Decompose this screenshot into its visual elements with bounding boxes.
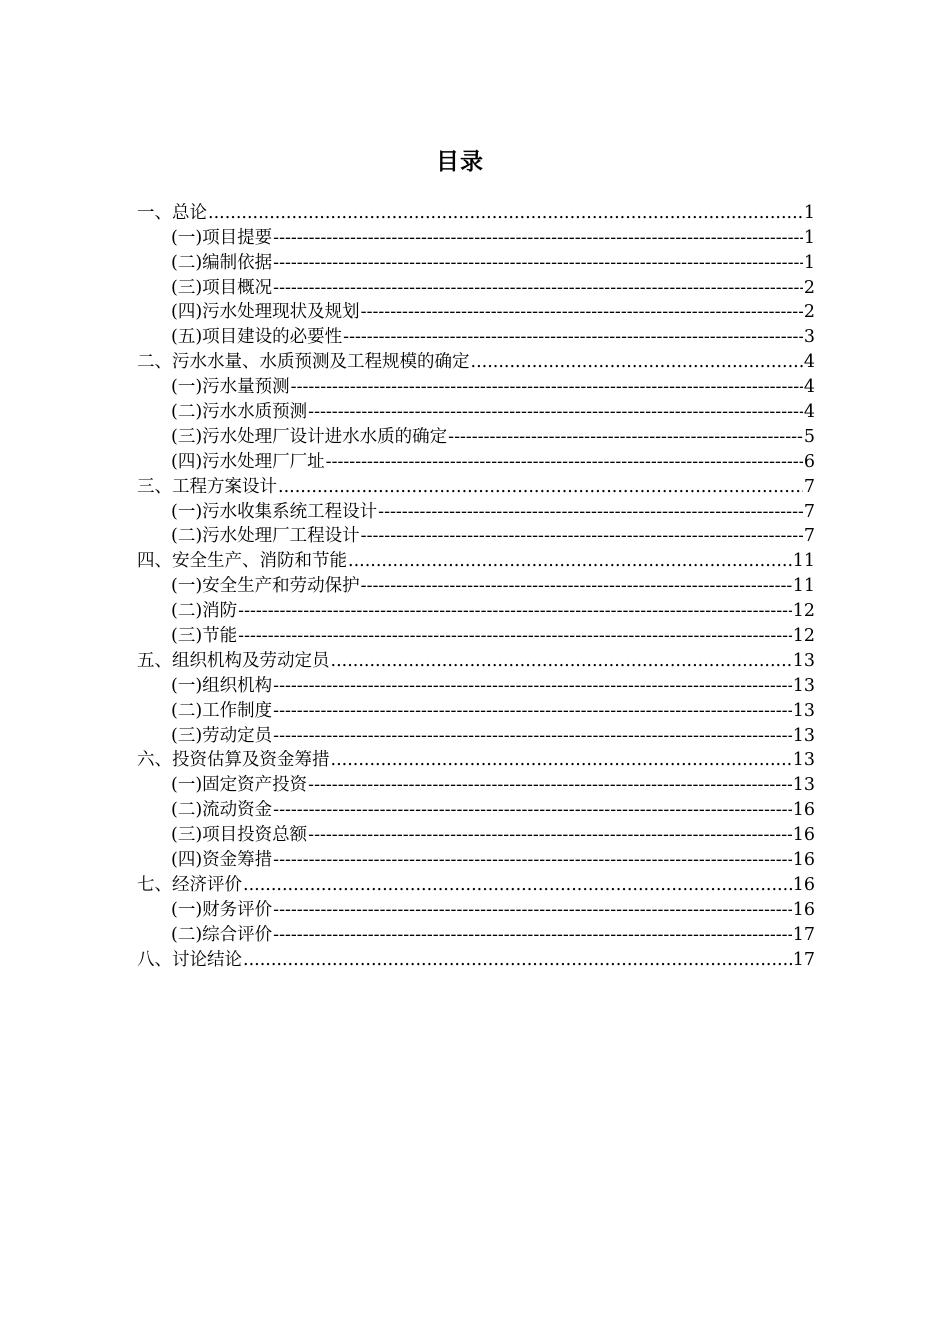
- toc-subsection-entry[interactable]: [137, 796, 815, 821]
- toc-section-entry[interactable]: [137, 871, 815, 896]
- toc-entry-title: 四、安全生产、消防和节能: [137, 551, 347, 572]
- toc-list: [137, 199, 815, 971]
- toc-section-entry[interactable]: [137, 647, 815, 672]
- toc-section-entry[interactable]: [137, 199, 815, 224]
- toc-entry-title: (二)流动资金: [171, 800, 273, 821]
- toc-page-number: 13: [792, 750, 815, 771]
- toc-entry-title: (三)项目投资总额: [171, 825, 308, 846]
- toc-page-number: 13: [792, 650, 815, 671]
- toc-leader: [273, 849, 792, 871]
- toc-entry-title: (二)污水水质预测: [171, 402, 308, 423]
- toc-page-number: 16: [792, 874, 815, 895]
- toc-page-number: 2: [803, 302, 815, 323]
- toc-entry-title: (三)项目概况: [171, 277, 273, 298]
- toc-section-entry[interactable]: [137, 946, 815, 971]
- toc-leader: [273, 899, 792, 921]
- toc-leader: [308, 824, 792, 846]
- toc-leader: [243, 874, 792, 896]
- toc-page-number: 11: [792, 576, 815, 597]
- toc-entry-title: 二、污水水量、水质预测及工程规模的确定: [137, 352, 470, 373]
- toc-subsection-entry[interactable]: [137, 896, 815, 921]
- toc-entry-title: 三、工程方案设计: [137, 476, 277, 497]
- toc-entry-title: (一)污水收集系统工程设计: [171, 501, 378, 522]
- toc-leader: [361, 301, 803, 323]
- toc-page-number: 7: [803, 476, 815, 497]
- toc-leader: [291, 376, 803, 398]
- toc-leader: [243, 949, 792, 971]
- toc-entry-title: (一)污水量预测: [171, 377, 290, 398]
- toc-entry-title: 五、组织机构及劳动定员: [137, 650, 330, 671]
- toc-subsection-entry[interactable]: [137, 597, 815, 622]
- toc-page-number: 13: [792, 700, 815, 721]
- toc-page-number: 12: [792, 626, 815, 647]
- toc-entry-title: (四)污水处理现状及规划: [171, 302, 360, 323]
- toc-entry-title: (二)综合评价: [171, 924, 273, 945]
- toc-entry-title: (二)污水处理厂工程设计: [171, 526, 360, 547]
- toc-leader: [238, 625, 792, 647]
- toc-subsection-entry[interactable]: [137, 423, 815, 448]
- toc-subsection-entry[interactable]: [137, 572, 815, 597]
- toc-entry-title: (四)资金筹措: [171, 850, 273, 871]
- toc-section-entry[interactable]: [137, 348, 815, 373]
- toc-leader: [278, 476, 803, 498]
- toc-entry-title: (二)消防: [171, 601, 238, 622]
- toc-entry-title: 一、总论: [137, 202, 207, 223]
- toc-page-number: 13: [792, 775, 815, 796]
- toc-subsection-entry[interactable]: [137, 323, 815, 348]
- toc-leader: [448, 426, 803, 448]
- toc-leader: [273, 227, 803, 249]
- toc-leader: [273, 700, 792, 722]
- toc-page-number: 16: [792, 800, 815, 821]
- toc-subsection-entry[interactable]: [137, 846, 815, 871]
- toc-subsection-entry[interactable]: [137, 622, 815, 647]
- toc-entry-title: (二)工作制度: [171, 700, 273, 721]
- toc-subsection-entry[interactable]: [137, 498, 815, 523]
- toc-page-number: 17: [792, 924, 815, 945]
- toc-subsection-entry[interactable]: [137, 771, 815, 796]
- toc-page-number: 4: [803, 402, 815, 423]
- toc-entry-title: 七、经济评价: [137, 874, 242, 895]
- toc-leader: [308, 774, 792, 796]
- toc-entry-title: 六、投资估算及资金筹措: [137, 750, 330, 771]
- toc-page-number: 12: [792, 601, 815, 622]
- toc-subsection-entry[interactable]: [137, 398, 815, 423]
- toc-leader: [343, 326, 803, 348]
- toc-entry-title: (三)污水处理厂设计进水水质的确定: [171, 426, 448, 447]
- toc-subsection-entry[interactable]: [137, 373, 815, 398]
- toc-page-number: 13: [792, 725, 815, 746]
- toc-section-entry[interactable]: [137, 547, 815, 572]
- toc-entry-title: (三)节能: [171, 626, 238, 647]
- toc-page-number: 16: [792, 825, 815, 846]
- toc-page-number: 3: [803, 327, 815, 348]
- toc-leader: [273, 675, 792, 697]
- toc-page-number: 17: [792, 949, 815, 970]
- toc-page-number: 1: [803, 252, 815, 273]
- toc-leader: [471, 351, 803, 373]
- toc-page-number: 13: [792, 675, 815, 696]
- toc-entry-title: (一)财务评价: [171, 899, 273, 920]
- toc-leader: [348, 550, 792, 572]
- toc-page-number: 5: [803, 426, 815, 447]
- toc-subsection-entry[interactable]: [137, 249, 815, 274]
- toc-subsection-entry[interactable]: [137, 274, 815, 299]
- toc-leader: [308, 401, 803, 423]
- toc-page-number: 2: [803, 277, 815, 298]
- toc-subsection-entry[interactable]: [137, 448, 815, 473]
- toc-page-number: 4: [803, 352, 815, 373]
- toc-leader: [378, 501, 803, 523]
- toc-page-number: 7: [803, 501, 815, 522]
- toc-subsection-entry[interactable]: [137, 722, 815, 747]
- toc-entry-title: (二)编制依据: [171, 252, 273, 273]
- toc-leader: [361, 575, 792, 597]
- toc-entry-title: (一)安全生产和劳动保护: [171, 576, 360, 597]
- toc-entry-title: 八、讨论结论: [137, 949, 242, 970]
- toc-page-number: 4: [803, 377, 815, 398]
- toc-leader: [238, 600, 792, 622]
- toc-section-entry[interactable]: [137, 473, 815, 498]
- toc-leader: [273, 725, 792, 747]
- toc-entry-title: (四)污水处理厂厂址: [171, 451, 325, 472]
- toc-title: 目录: [436, 149, 484, 175]
- toc-leader: [273, 924, 792, 946]
- toc-leader: [326, 451, 803, 473]
- toc-page-number: 16: [792, 850, 815, 871]
- toc-subsection-entry[interactable]: [137, 921, 815, 946]
- toc-page-number: 1: [803, 227, 815, 248]
- toc-entry-title: (一)项目提要: [171, 227, 273, 248]
- toc-subsection-entry[interactable]: [137, 299, 815, 324]
- toc-leader: [273, 277, 803, 299]
- toc-leader: [331, 650, 792, 672]
- toc-subsection-entry[interactable]: [137, 523, 815, 548]
- toc-entry-title: (一)组织机构: [171, 675, 273, 696]
- toc-leader: [331, 749, 792, 771]
- toc-entry-title: (一)固定资产投资: [171, 775, 308, 796]
- toc-page-number: 6: [803, 451, 815, 472]
- toc-subsection-entry[interactable]: [137, 697, 815, 722]
- toc-leader: [361, 525, 803, 547]
- toc-leader: [208, 202, 803, 224]
- toc-leader: [273, 252, 803, 274]
- toc-subsection-entry[interactable]: [137, 224, 815, 249]
- toc-entry-title: (三)劳动定员: [171, 725, 273, 746]
- toc-leader: [273, 799, 792, 821]
- toc-entry-title: (五)项目建设的必要性: [171, 327, 343, 348]
- toc-page-number: 11: [792, 551, 815, 572]
- toc-page-number: 7: [803, 526, 815, 547]
- toc-page-number: 16: [792, 899, 815, 920]
- toc-subsection-entry[interactable]: [137, 821, 815, 846]
- toc-page-number: 1: [803, 202, 815, 223]
- toc-section-entry[interactable]: [137, 747, 815, 772]
- toc-subsection-entry[interactable]: [137, 672, 815, 697]
